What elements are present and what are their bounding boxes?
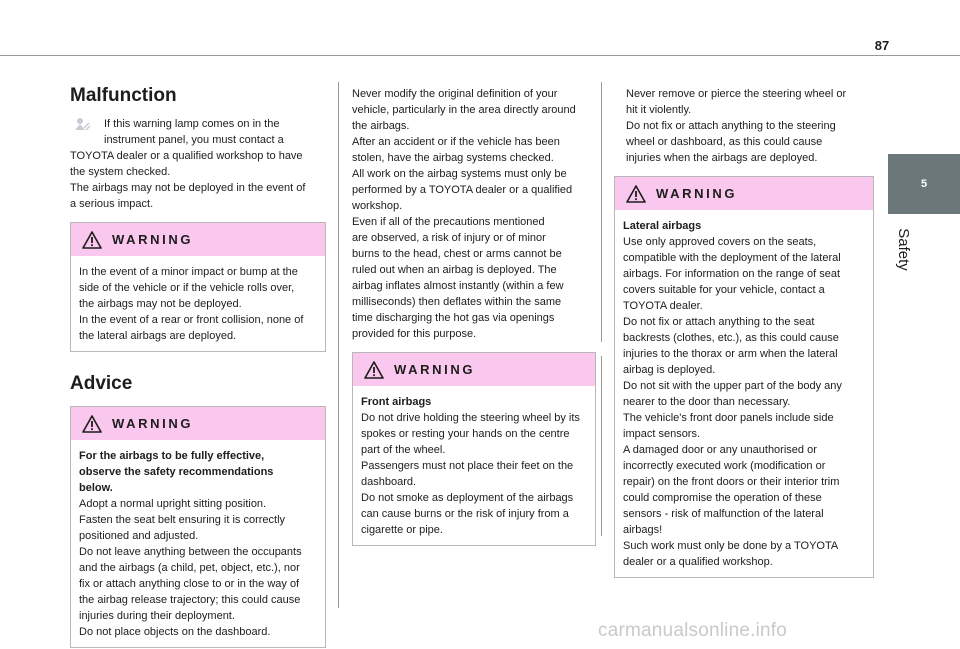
warning-triangle-icon bbox=[82, 415, 102, 433]
malfunction-line: a serious impact. bbox=[70, 198, 154, 210]
malfunction-line: instrument panel, you must contact a bbox=[104, 134, 284, 146]
section-heading-malfunction: Malfunction bbox=[70, 85, 177, 106]
warning-bold-text: For the airbags to be fully effective, observe the safety recommendations below. bbox=[79, 450, 274, 494]
watermark: carmanualsonline.info bbox=[598, 620, 788, 641]
warning-triangle-icon bbox=[364, 361, 384, 379]
warning-box bbox=[70, 222, 326, 352]
warning-triangle-icon bbox=[82, 231, 102, 249]
warning-label: WARNING bbox=[112, 415, 194, 431]
malfunction-line: If this warning lamp comes on in the bbox=[104, 118, 280, 130]
warning-box bbox=[70, 406, 326, 648]
body-text: Never remove or pierce the steering wheel or hit it violently. Do not fix or attach anything to the steering wheel or dashboard, as this could cause injuries when the airbags are deployed. bbox=[626, 88, 847, 164]
warning-body bbox=[353, 386, 595, 545]
warning-label: WARNING bbox=[394, 361, 476, 377]
malfunction-line: the system checked. bbox=[70, 166, 171, 178]
column-divider bbox=[338, 82, 339, 608]
warning-bold-text: Lateral airbags bbox=[623, 220, 702, 232]
malfunction-line: TOYOTA dealer or a qualified workshop to have bbox=[70, 150, 303, 162]
header-rule bbox=[0, 55, 960, 56]
warning-label: WARNING bbox=[656, 185, 738, 201]
warning-body bbox=[71, 256, 325, 351]
warning-triangle-icon bbox=[626, 185, 646, 203]
warning-header bbox=[615, 177, 873, 210]
chapter-title bbox=[888, 214, 918, 284]
warning-body bbox=[71, 440, 325, 647]
malfunction-line: The airbags may not be deployed in the event of bbox=[70, 182, 306, 194]
warning-box bbox=[352, 352, 596, 546]
body-text: Never modify the original definition of your vehicle, particularly in the area directly around the airbags. After an accident or if the vehicle has been stolen, have the airbag systems checked. All work on the airbag systems must only be performed by a TOYOTA dealer or a qualified workshop. Even if all of the precautions mentioned are observed, a risk of injury or of minor burns to the head, chest or arms cannot be ruled out when an airbag is deployed. The airbag inflates almost instantly (within a few milliseconds) then deflates within the same time discharging the hot gas via openings provided for this purpose. bbox=[352, 88, 576, 340]
column-1 bbox=[70, 84, 326, 648]
warning-text: Adopt a normal upright sitting position. Fasten the seat belt ensuring it is correctly positioned and adjusted. Do not leave anything between the occupants and the airbags (a child, pet, object, etc.), nor fix or attach anything close to or in the way of the airbag release trajectory; this could cause injuries during their deployment. Do not place objects on the dashboard. bbox=[79, 498, 302, 638]
warning-header bbox=[353, 353, 595, 386]
warning-box bbox=[614, 176, 874, 578]
warning-body bbox=[615, 210, 873, 577]
page-number: 87 bbox=[874, 38, 890, 53]
warning-text: Use only approved covers on the seats, compatible with the deployment of the lateral airbags. For information on the range of seat covers suitable for your vehicle, contact a TOYOTA dealer. Do not fix or attach anything to the seat backrests (clothes, etc.), as this could cause injuries to the thorax or arm when the lateral airbag is deployed. Do not sit with the upper part of the body any nearer to the door than necessary. The vehicle's front door panels include side impact sensors. A damaged door or any unauthorised or incorrectly executed work (modification or repair) on the front doors or their interior trim could compromise the operation of these sensors - risk of malfunction of the lateral airbags! Such work must only be done by a TOYOTA dealer or a qualified workshop. bbox=[623, 236, 842, 568]
warning-text: Do not drive holding the steering wheel by its spokes or resting your hands on the centre part of the wheel. Passengers must not place their feet on the dashboard. Do not smoke as deployment of the airbags can cause burns or the risk of injury from a cigarette or pipe. bbox=[361, 412, 580, 536]
chapter-title-text: Safety bbox=[894, 227, 912, 271]
warning-text: In the event of a minor impact or bump at the side of the vehicle or if the vehicle rolls over, the airbags may not be deployed. In the event of a rear or front collision, none of the lateral airbags are deployed. bbox=[79, 266, 304, 342]
chapter-tab[interactable] bbox=[888, 154, 960, 214]
warning-bold-text: Front airbags bbox=[361, 396, 432, 408]
chapter-number: 5 bbox=[920, 178, 928, 190]
column-2 bbox=[352, 86, 596, 546]
warning-header bbox=[71, 223, 325, 256]
column-3 bbox=[614, 86, 874, 578]
warning-label: WARNING bbox=[112, 231, 194, 247]
column-divider bbox=[601, 356, 602, 536]
column-divider bbox=[601, 82, 602, 342]
malfunction-info bbox=[70, 116, 326, 212]
info-icon bbox=[72, 114, 92, 134]
section-heading-advice: Advice bbox=[70, 373, 133, 394]
warning-header bbox=[71, 407, 325, 440]
